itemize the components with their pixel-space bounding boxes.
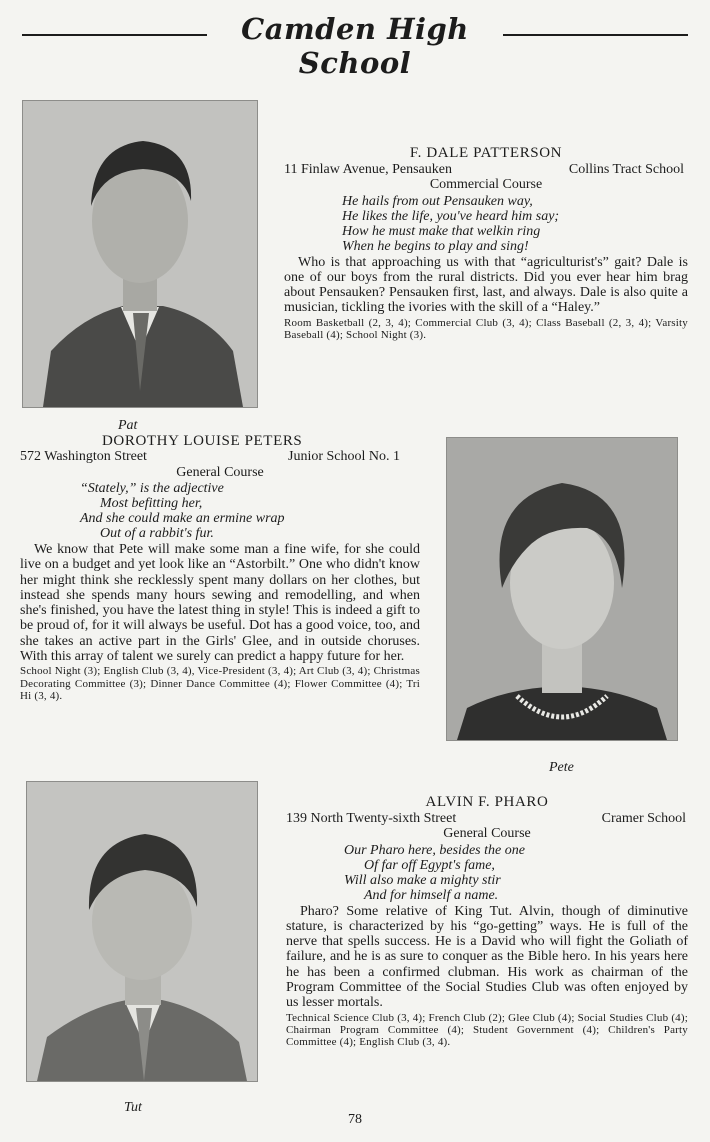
student-address: 572 Washington Street (20, 449, 147, 464)
portrait-photo-patterson (22, 100, 258, 408)
student-nickname: Tut (124, 1100, 142, 1115)
course-name: General Course (176, 464, 264, 480)
student-name: F. DALE PATTERSON (409, 145, 563, 161)
activities-list: Room Basketball (2, 3, 4); Commercial Club (3, 4); Class Baseball (2, 3, 4); Varsity Baseball (4); School Night (3). (284, 316, 688, 342)
course-name: General Course (443, 826, 531, 841)
activities-list: Technical Science Club (3, 4); French Club (2); Glee Club (4); Social Studies Club (4); Chairman Program Committee (4); Student Government (4); Children's Party Committee (4); English Club (3, 4). (286, 1011, 688, 1049)
portrait-photo-peters (446, 437, 678, 741)
activities-list: School Night (3); English Club (3, 4), Vice-President (3, 4); Art Club (3, 4); Christmas Decorating Committee (3); Dinner Dance Committee (4); Flower Committee (4); Tri Hi (3, 4). (20, 665, 420, 703)
verse (20, 481, 420, 541)
verse-line: How he must make that welkin ring (342, 223, 541, 239)
nickname-above: Pat (118, 418, 138, 433)
address-line (284, 162, 688, 178)
verse (284, 194, 688, 254)
student-entry-patterson (284, 146, 688, 342)
page-number: 78 (348, 1112, 362, 1127)
page-header (22, 12, 688, 80)
verse-line: Out of a rabbit's fur. (100, 526, 214, 541)
course-name: Commercial Course (429, 177, 543, 192)
student-nickname: Pete (549, 760, 574, 775)
verse (286, 843, 688, 903)
verse-line: When he begins to play and sing! (342, 238, 529, 254)
verse-line: Most befitting her, (100, 496, 203, 511)
student-name: DOROTHY LOUISE PETERS (102, 432, 303, 449)
previous-school: Junior School No. 1 (288, 449, 400, 464)
address-line (286, 811, 688, 827)
previous-school: Cramer School (601, 810, 686, 826)
page-title: Camden High School (241, 12, 469, 80)
previous-school: Collins Tract School (568, 161, 684, 177)
student-entry-pharo (286, 795, 688, 1049)
verse-line: Our Pharo here, besides the one (344, 842, 525, 858)
biography: Pharo? Some relative of King Tut. Alvin, though of diminutive stature, is characterized by his “go-getting” ways. He is full of the nerve that spells success. He is a David who will fight the Goliath of failure, and he is as sure to conquer as the Bible hero. In his years here he has been a confirmed clubman. His work as chairman of the Program Committee of the Social Studies Club was often enjoyed by us lesser mortals. (286, 903, 688, 1011)
student-address: 11 Finlaw Avenue, Pensauken (284, 161, 452, 177)
verse-line: Of far off Egypt's fame, (364, 857, 495, 873)
biography: Who is that approaching us with that “agriculturist's” gait? Dale is one of our boys from the rural districts. Did you ever hear him brag about Pensauken? Pensauken first, last, and always. Dale is also quite a musician, tickling the ivories with the skill of a “Haley.” (284, 254, 688, 316)
header-rule-left (22, 34, 207, 36)
verse-line: He likes the life, you've heard him say; (342, 208, 560, 224)
student-address: 139 North Twenty-sixth Street (286, 810, 457, 826)
portrait-photo-pharo (26, 781, 258, 1082)
student-name: ALVIN F. PHARO (425, 794, 549, 810)
biography: We know that Pete will make some man a fine wife, for she could live on a budget and yet look like an “Astorbilt.” One who didn't know her might think she recklessly spent many dollars on her clothes, but instead she spends many hours sewing and remodelling, and when she's finished, you have the latest thing in style! This is indeed a gift to be proud of, for it will always be useful. Dot has a good voice, too, and she takes an active part in the Girls' Glee, and in outside choruses. With this array of talent we surely can predict a happy future for her. (20, 542, 420, 665)
student-entry-peters (20, 418, 420, 703)
verse-line: And she could make an ermine wrap (80, 511, 285, 526)
verse-line: “Stately,” is the adjective (80, 481, 224, 496)
verse-line: Will also make a mighty stir (344, 872, 501, 888)
header-rule-right (503, 34, 688, 36)
verse-line: And for himself a name. (364, 887, 499, 903)
verse-line: He hails from out Pensauken way, (342, 193, 533, 209)
address-line (20, 449, 420, 465)
